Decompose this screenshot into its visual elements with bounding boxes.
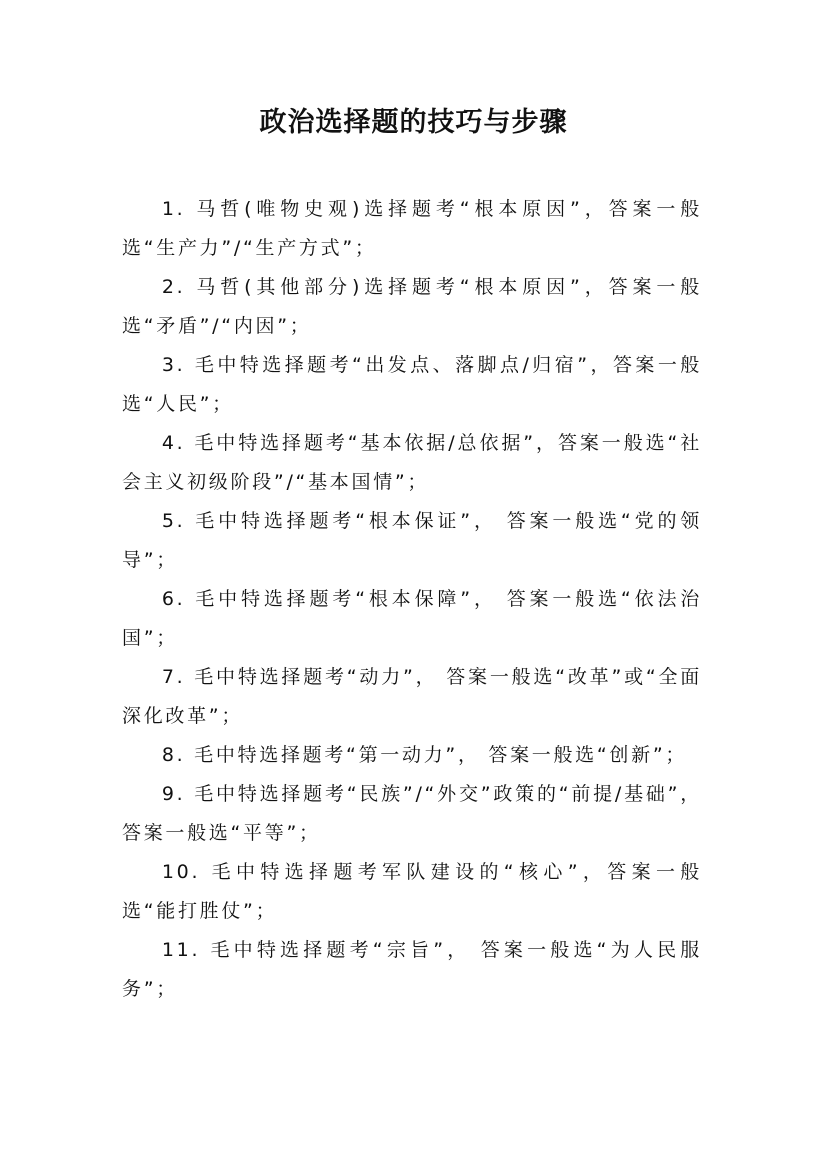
- tip-item-4: 4. 毛中特选择题考“基本依据/总依据”，答案一般选“社会主义初级阶段”/“基本国情”；: [122, 432, 702, 493]
- tips-list: [122, 190, 702, 1009]
- tip-item-7: 7. 毛中特选择题考“动力”， 答案一般选“改革”或“全面深化改革”；: [122, 666, 702, 727]
- tip-item-1: 1. 马哲(唯物史观)选择题考“根本原因”，答案一般选“生产力”/“生产方式”；: [122, 198, 702, 259]
- tip-item-6: 6. 毛中特选择题考“根本保障”， 答案一般选“依法治国”；: [122, 588, 702, 649]
- document-title: 政治选择题的技巧与步骤: [259, 107, 568, 138]
- tip-item-10: 10. 毛中特选择题考军队建设的“核心”，答案一般选“能打胜仗”；: [122, 861, 702, 922]
- tip-item-2: 2. 马哲(其他部分)选择题考“根本原因”，答案一般选“矛盾”/“内因”；: [122, 276, 702, 337]
- tip-item-11: 11. 毛中特选择题考“宗旨”， 答案一般选“为人民服务”；: [122, 939, 702, 1000]
- tip-item-5: 5. 毛中特选择题考“根本保证”， 答案一般选“党的领导”；: [122, 510, 702, 571]
- tip-item-3: 3. 毛中特选择题考“出发点、落脚点/归宿”，答案一般选“人民”；: [122, 354, 702, 415]
- tip-item-9: 9. 毛中特选择题考“民族”/“外交”政策的“前提/基础”，答案一般选“平等”；: [122, 783, 702, 844]
- tip-item-8: 8. 毛中特选择题考“第一动力”， 答案一般选“创新”；: [161, 744, 688, 766]
